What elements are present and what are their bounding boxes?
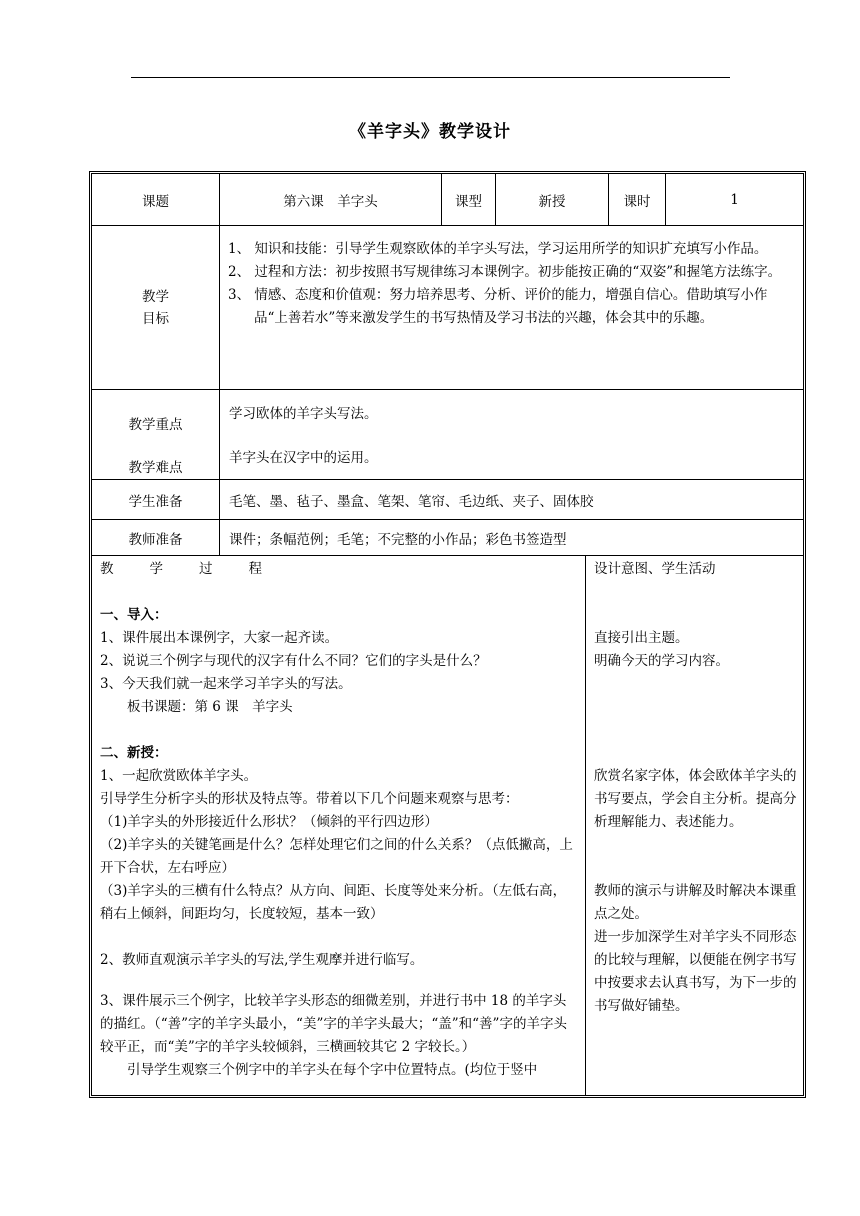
process-notes <box>585 555 803 1095</box>
intro-note: 直接引出主题。 <box>594 630 689 646</box>
comparison-note: 进一步加深学生对羊字头不同形态的比较与理解，以便能在例字书写中按要求去认真书写，为下一步的书写做好铺垫。 <box>594 929 797 1014</box>
objectives-label-line1: 教学 <box>142 288 169 305</box>
header-rule <box>131 77 730 78</box>
new-step-1-guide: 引导学生分析字头的形状及特点等。带着以下几个问题来观察与思考： <box>100 791 519 807</box>
intro-line: 板书课题：第 6 课 羊字头 <box>100 699 293 715</box>
key-point-label: 教学重点 <box>128 417 183 433</box>
new-step-1: 1、一起欣赏欧体羊字头。 <box>100 768 258 784</box>
objective-item: 3、 情感、态度和价值观：努力培养思考、分析、评价的能力，增强自信心。借助填写小作品“上善若水”等来激发学生的书写热情及学习书法的兴趣，体会其中的乐趣。 <box>228 287 768 326</box>
difficult-point-value: 羊字头在汉字中的运用。 <box>229 450 378 466</box>
intro-note: 明确今天的学习内容。 <box>594 653 729 669</box>
section-new-title: 二、新授： <box>100 745 168 761</box>
process-heading: 教学过程 <box>100 561 298 577</box>
lesson-table <box>89 171 806 1098</box>
topic-label: 课题 <box>142 193 169 210</box>
objectives-content <box>219 225 803 389</box>
process-main <box>92 555 585 1095</box>
key-point-value: 学习欧体的羊字头写法。 <box>229 406 378 422</box>
teacher-prep-label: 教师准备 <box>92 519 219 555</box>
question-3: （3)羊字头的三横有什么特点？从方向、间距、长度等处来分析。（左低右高，稍右上倾斜，间距均匀，长度较短，基本一致） <box>100 883 567 922</box>
new-step-3: 3、课件展示三个例字，比较羊字头形态的细微差别，并进行书中 18 的羊字头的描红。（“善”字的羊字头最小，“美”字的羊字头最大；“盖”和“善”字的羊字头较平正，而“美”字的羊字头较倾斜，三横画较其它 2 字较长。） <box>100 993 567 1055</box>
type-value: 新授 <box>495 174 608 225</box>
objectives-label-line2: 目标 <box>142 310 169 327</box>
objectives-label <box>92 225 219 389</box>
student-prep-value: 毛笔、墨、毡子、墨盒、笔架、笔帘、毛边纸、夹子、固体胶 <box>219 479 803 519</box>
hours-label: 课时 <box>608 174 665 225</box>
type-label: 课型 <box>441 174 495 225</box>
teacher-prep-value: 课件；条幅范例；毛笔；不完整的小作品；彩色书签造型 <box>219 519 803 555</box>
page-title: 《羊字头》教学设计 <box>349 122 511 142</box>
appreciation-note: 欣赏名家字体，体会欧体羊字头的书写要点，学会自主分析。提高分析理解能力、表述能力。 <box>594 768 797 830</box>
focus-content-cell <box>219 389 803 479</box>
intro-line: 1、课件展出本课例字，大家一起齐读。 <box>100 630 339 646</box>
intro-line: 3、今天我们就一起来学习羊字头的写法。 <box>100 676 352 692</box>
new-step-2: 2、教师直观演示羊字头的写法,学生观摩并进行临写。 <box>100 952 424 968</box>
new-step-3-guide: 引导学生观察三个例字中的羊字头在每个字中位置特点。(均位于竖中 <box>100 1062 538 1078</box>
objective-item: 2、 过程和方法：初步按照书写规律练习本课例字。初步能按正确的“双姿”和握笔方法练字。 <box>228 264 782 280</box>
difficult-point-label: 教学难点 <box>128 460 183 476</box>
question-2: （2)羊字头的关键笔画是什么？怎样处理它们之间的什么关系？（点低撇高，上开下合状，左右呼应） <box>100 837 573 876</box>
demonstration-note: 教师的演示与讲解及时解决本课重点之处。 <box>594 883 797 922</box>
objective-item: 1、 知识和技能：引导学生观察欧体的羊字头写法，学习运用所学的知识扩充填写小作品。 <box>228 241 768 257</box>
question-1: （1)羊字头的外形接近什么形状？（倾斜的平行四边形） <box>100 814 438 830</box>
hours-value: 1 <box>665 174 803 225</box>
focus-label-cell <box>92 389 219 479</box>
section-intro-title: 一、导入： <box>100 607 168 623</box>
student-prep-label: 学生准备 <box>92 479 219 519</box>
intro-line: 2、说说三个例字与现代的汉字有什么不同？它们的字头是什么？ <box>100 653 487 669</box>
topic-value: 第六课 羊字头 <box>219 174 441 225</box>
notes-heading: 设计意图、学生活动 <box>594 561 716 577</box>
